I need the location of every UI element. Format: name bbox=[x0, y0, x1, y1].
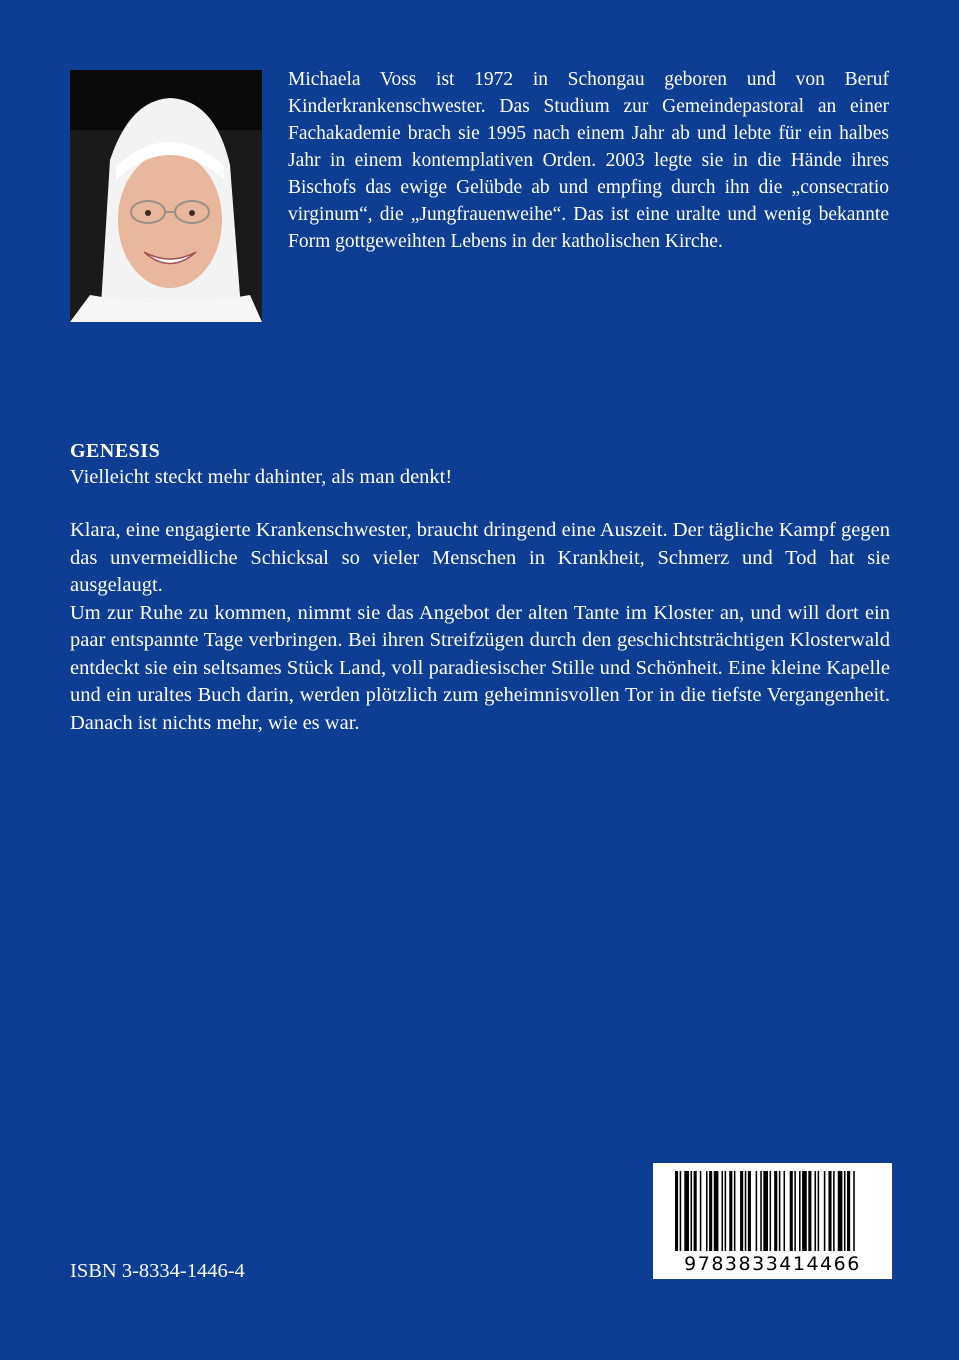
barcode-bar bbox=[709, 1171, 712, 1251]
barcode-bar bbox=[844, 1171, 846, 1251]
barcode-bar bbox=[734, 1171, 736, 1251]
barcode-bar bbox=[748, 1171, 751, 1251]
barcode-digits: 9783833414466 bbox=[684, 1253, 861, 1275]
barcode-bar bbox=[853, 1171, 855, 1251]
barcode-bar bbox=[808, 1171, 811, 1251]
barcode-bar bbox=[815, 1171, 817, 1251]
blurb-paragraph: Um zur Ruhe zu kommen, nimmt sie das Angebot der alten Tante im Kloster an, und will dort ein paar entspannte Tage verbringen. Bei ihren Streifzügen durch den geschichtsträchtigen Klosterwald entdeckt sie ein seltsames Stück Land, voll paradiesischer Stille und Schönheit. Eine kleine Kapelle und ein uraltes Buch darin, werden plötzlich zum geheimnisvollen Tor in die tiefste Vergangenheit. Danach ist nichts mehr, wie es war. bbox=[70, 601, 890, 734]
barcode-bar bbox=[691, 1171, 693, 1251]
author-bio: Michaela Voss ist 1972 in Schongau geboren und von Beruf Kinderkrankenschwester. Das Studium zur Gemeindepastoral an einer Fachakademie brach sie 1995 nach einem Jahr ab und lebte für ein halbes Jahr in einem kontemplativen Orden. 2003 legte sie in die Hände ihres Bischofs das ewige Gelübde ab und empfing durch ihn die „consecratio virginum“, die „Jungfrauenweihe“. Das ist eine uralte und wenig bekannte Form gottgeweihten Lebens in der katholischen Kirche. bbox=[288, 69, 889, 252]
barcode-bar bbox=[784, 1171, 786, 1251]
barcode-bars-icon bbox=[653, 1163, 892, 1255]
barcode-bar bbox=[675, 1171, 678, 1251]
barcode-bar bbox=[828, 1171, 831, 1251]
barcode-bar bbox=[725, 1171, 727, 1251]
book-tagline: Vielleicht steckt mehr dahinter, als man denkt! bbox=[70, 466, 453, 488]
author-portrait-icon bbox=[70, 70, 262, 322]
barcode-bar bbox=[847, 1171, 850, 1251]
isbn-label: ISBN 3-8334-1446-4 bbox=[70, 1260, 245, 1282]
barcode-bar bbox=[706, 1171, 708, 1251]
barcode-bar bbox=[799, 1171, 801, 1251]
barcode-bar bbox=[745, 1171, 747, 1251]
barcode-bar bbox=[680, 1171, 682, 1251]
barcode-bar bbox=[722, 1171, 724, 1251]
barcode-bar bbox=[794, 1171, 796, 1251]
barcode-bar bbox=[700, 1171, 702, 1251]
barcode-bar bbox=[684, 1171, 689, 1251]
book-title: GENESIS bbox=[70, 440, 161, 462]
barcode-bar bbox=[714, 1171, 719, 1251]
barcode-bar bbox=[818, 1171, 820, 1251]
barcode-bar bbox=[756, 1171, 758, 1251]
barcode-bar bbox=[790, 1171, 793, 1251]
barcode-bar bbox=[729, 1171, 732, 1251]
blurb-paragraph: Klara, eine engagierte Krankenschwester, braucht dringend eine Auszeit. Der tägliche Kampf gegen das unvermeidliche Schicksal so vieler Menschen in Krankheit, Schmerz und Tod hat sie ausgelaugt. bbox=[70, 519, 890, 596]
barcode bbox=[653, 1163, 892, 1279]
barcode-bar bbox=[838, 1171, 843, 1251]
book-blurb bbox=[70, 517, 890, 737]
barcode-bar bbox=[779, 1171, 781, 1251]
barcode-bar bbox=[802, 1171, 807, 1251]
author-photo bbox=[70, 70, 262, 322]
barcode-bar bbox=[760, 1171, 762, 1251]
barcode-bar bbox=[740, 1171, 743, 1251]
barcode-bar bbox=[774, 1171, 777, 1251]
barcode-bar bbox=[763, 1171, 768, 1251]
barcode-bar bbox=[694, 1171, 697, 1251]
barcode-bar bbox=[833, 1171, 835, 1251]
barcode-bar bbox=[770, 1171, 772, 1251]
barcode-bar bbox=[824, 1171, 826, 1251]
